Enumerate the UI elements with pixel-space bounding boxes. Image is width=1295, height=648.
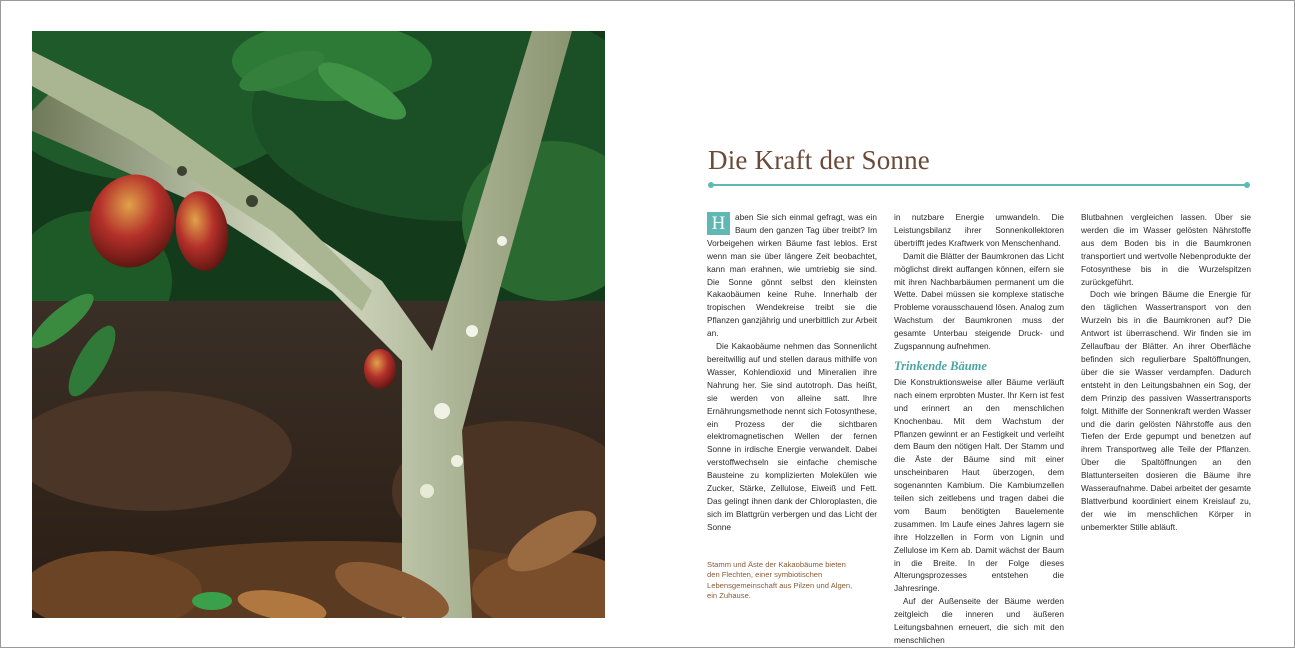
paragraph-text: aben Sie sich einmal gefragt, was ein Baum den ganzen Tag über treibt? Im Vorbeigehen wirken Bäume fast leblos. Erst wenn man sie über längere Zeit beobachtet, kann man erahnen, wie umtriebig sie sind. Die Sonne gönnt selbst den kleinsten Kakaobäumen keine Ruhe. Innerhalb der tropischen Wendekreise treibt sie die Pflanzen ganzjährig und unerbittlich zur Arbeit an. [707, 212, 877, 339]
title-divider [711, 184, 1247, 186]
text-column-1 [707, 211, 877, 534]
section-subheading: Trinkende Bäume [894, 358, 987, 373]
photo-caption: Stamm und Äste der Kakaobäume bieten den Flechten, einer symbiotischen Lebensgemeinschaft aus Pilzen und Algen, ein Zuhause. [707, 560, 853, 601]
paragraph: Blutbahnen vergleichen lassen. Über sie werden die im Wasser gelösten Nährstoffe aus dem Boden bis in die Baumkronen transportiert und wertvolle Nebenprodukte der Fotosynthese bis in die Wurzelspitzen zurückgeführt. [1081, 212, 1251, 287]
page-title: Die Kraft der Sonne [708, 145, 930, 175]
paragraph: Damit die Blätter der Baumkronen das Licht möglichst direkt auffangen können, eifern sie mit ihren Nachbarbäumen permanent um die Wette. Dabei müssen sie komplexe statische Probleme vorausschauend lösen. Analog zum Wachstum der Baumkronen muss der gesamte Unterbau steigende Druck- und Zugspannung aufnehmen. [894, 250, 1064, 352]
paragraph: in nutzbare Energie umwandeln. Die Leistungsbilanz ihrer Sonnenkollektoren übertrifft jedes Kraftwerk von Menschenhand. [894, 212, 1064, 248]
photo-illustration [32, 31, 605, 618]
text-column-2 [894, 211, 1064, 647]
paragraph [707, 211, 877, 340]
paragraph: Die Kakaobäume nehmen das Sonnenlicht bereitwillig auf und stellen daraus mithilfe von Wasser, Kohlendioxid und Mineralien ihre Nahrung her. Sie sind autotroph. Das heißt, sie werden von alleine satt. Ihre Ernährungsmethode nennt sich Fotosynthese, ein Prozess der die sichtbaren elektromagnetischen Wellen der fernen Sonne in irdische Energie verwandelt. Dabei verstoffwechseln sie einfache chemische Bausteine zu komplizierten Molekülen wie Zucker, Stärke, Zellulose, Eiweiß und Fett. Das gelingt ihnen dank der Chloroplasten, die sich im Blattgrün verbergen und das Licht der Sonne [707, 341, 877, 532]
paragraph: Auf der Außenseite der Bäume werden zeitgleich die inneren und äußeren Leitungsbahnen erneuert, die sich mit den menschlichen [894, 596, 1064, 645]
drop-cap: H [707, 212, 730, 235]
text-column-3 [1081, 211, 1251, 534]
cacao-tree-photo [32, 31, 605, 618]
paragraph: Doch wie bringen Bäume die Energie für den täglichen Wassertransport von den Wurzeln bis in die Baumkronen auf? Die Antwort ist überraschend. Wir finden sie im Zellaufbau der Blätter. An ihrer Oberfläche befinden sich regulierbare Spaltöffnungen, über die sie Wasser verdampfen. Dadurch entsteht in den Leitungsbahnen ein Sog, der dem Prinzip des passiven Wassertransports folgt. Mithilfe der Sonnenkraft werden Wasser und die darin gelösten Nährstoffe aus den Tiefen der Erde gepumpt und benetzen auf ihrem Transportweg alle Teile der Pflanzen. Über die Spaltöffnungen an den Blattunterseiten dosieren die Bäume ihre Wasseraufnahme. Dabei arbeitet der gesamte Blattverbund koordiniert einem Kreislauf zu, der wie im menschlichen Körper in unbemerkter Stille abläuft. [1081, 289, 1251, 532]
paragraph: Die Konstruktionsweise aller Bäume verläuft nach einem erprobten Muster. Ihr Kern ist fest und erinnert an den menschlichen Knochenbau. Mit dem Wachstum der Pflanzen gewinnt er an Festigkeit und verleiht dem Baum den nötigen Halt. Der Stamm und die Äste der Bäume sind mit einer unscheinbaren Haut überzogen, dem sogenannten Kambium. Die Kambiumzellen teilen sich zeitlebens und tragen dabei die vom Baum benötigten Bauelemente zusammen. Im Laufe eines Jahres lagern sie ihre Holzzellen in Form von Lignin und Zellulose im Kern ab. Damit wächst der Baum in die Breite. In der Folge dieses Alterungsprozesses entstehen die Jahresringe. [894, 376, 1064, 594]
